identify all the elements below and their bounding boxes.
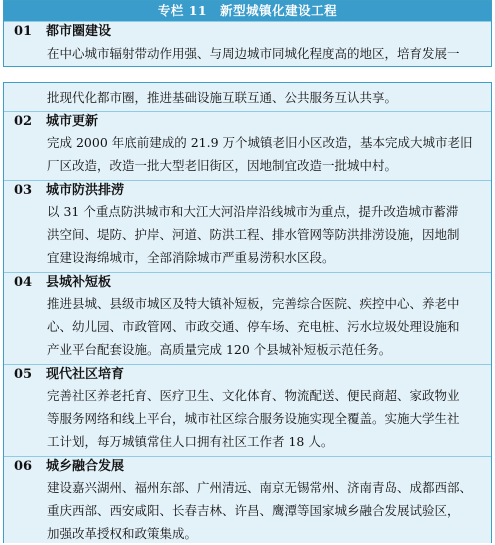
section-number: 02 [14,114,33,129]
section-line: 建设嘉兴湖州、福州东部、广州清远、南京无锡常州、济南青岛、成都西部、 [47,480,473,495]
section-line: 心、幼儿园、市政管网、市政交通、停车场、充电桩、污水垃圾处理设施和 [47,319,460,334]
section-header-03 [4,180,491,200]
panel-main [3,82,492,543]
section-number: 06 [14,459,33,474]
section-line: 厂区改造，改造一批大型老旧街区，因地制宜改造一批城中村。 [47,158,398,173]
section-heading: 城乡融合发展 [46,459,125,474]
section-number: 04 [14,275,33,290]
section-header-01 [4,21,491,41]
panel-title: 专栏 11 新型城镇化建设工程 [4,1,491,21]
section-number: 05 [14,367,33,382]
section-line: 在中心城市辐射带动作用强、与周边城市同城化程度高的地区，培育发展一 [47,46,460,61]
section-header-04 [4,272,491,292]
section-line: 产业平台配套设施。高质量完成 120 个县城补短板示范任务。 [47,342,392,357]
section-header-02 [4,111,491,131]
section-line: 等服务网络和线上平台，城市社区综合服务设施实现全覆盖。实施大学生社 [47,411,460,426]
panel-fragment-top [3,0,492,67]
section-number: 03 [14,183,33,198]
section-line: 推进县城、县级市城区及特大镇补短板，完善综合医院、疾控中心、养老中 [47,296,460,311]
section-heading: 现代社区培育 [46,367,125,382]
section-line: 以 31 个重点防洪城市和大江大河沿岸沿线城市为重点，提升改造城市蓄滞 [47,204,459,219]
section-line: 完善社区养老托育、医疗卫生、文化体育、物流配送、便民商超、家政物业 [47,388,460,403]
section-heading: 城市防洪排涝 [46,183,125,198]
section-line: 批现代化都市圈，推进基础设施互联互通、公共服务互认共享。 [47,90,398,105]
section-header-05 [4,364,491,384]
section-header-06 [4,456,491,476]
section-heading: 城市更新 [46,114,99,129]
section-line: 洪空间、堤防、护岸、河道、防洪工程、排水管网等防洪排涝设施，因地制 [47,227,460,242]
section-line: 重庆西部、西安咸阳、长春吉林、许昌、鹰潭等国家城乡融合发展试验区， [47,503,460,518]
section-line: 宜建设海绵城市，全部消除城市严重易涝积水区段。 [47,250,335,265]
section-line: 加强改革授权和政策集成。 [47,526,198,541]
section-line: 完成 2000 年底前建成的 21.9 万个城镇老旧小区改造，基本完成大城市老旧 [47,135,473,150]
section-heading: 都市圈建设 [46,24,112,39]
section-line: 工计划，每万城镇常住人口拥有社区工作者 18 人。 [47,434,334,449]
section-number: 01 [14,24,33,39]
section-heading: 县城补短板 [46,275,112,290]
